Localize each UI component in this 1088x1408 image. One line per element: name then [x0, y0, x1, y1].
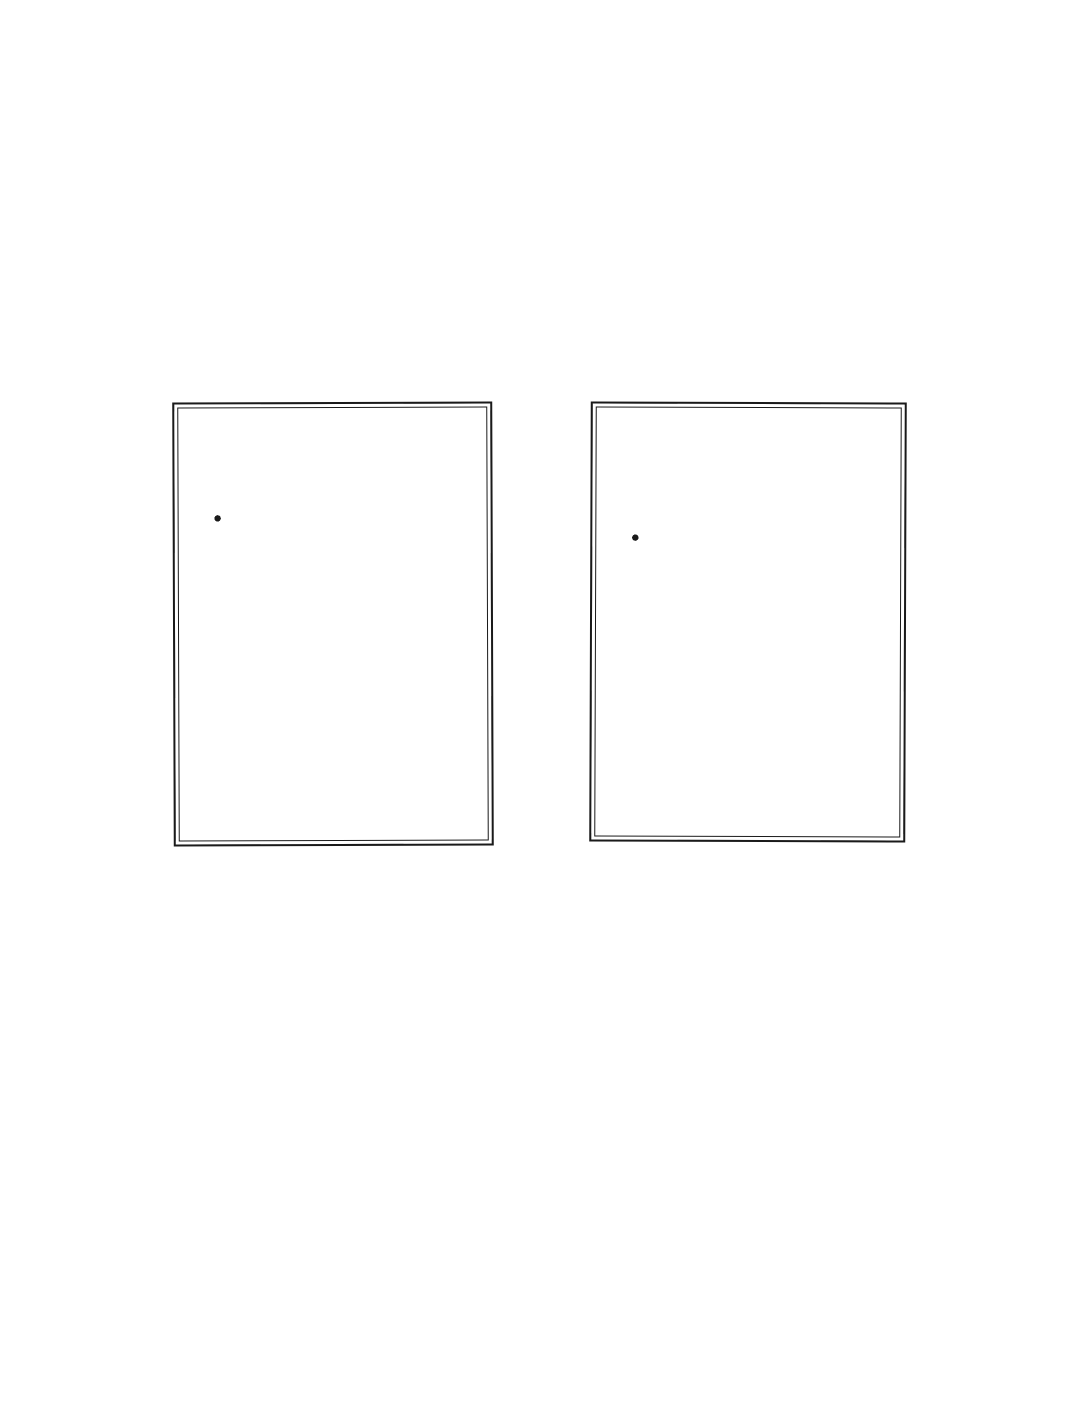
supplies-box: [172, 401, 494, 846]
list-item: [632, 524, 892, 525]
supplies-list: [215, 503, 485, 504]
pencil-border-top: [28, 28, 1064, 158]
list-item: [215, 503, 485, 504]
supplies-intro: [190, 431, 486, 432]
list-item: [215, 503, 485, 504]
list-item: [215, 503, 485, 504]
list-item: [215, 503, 485, 504]
list-item: [215, 503, 485, 504]
list-item: [215, 503, 485, 504]
list-item: [215, 503, 485, 504]
list-item: [632, 524, 892, 525]
list-item: [215, 503, 485, 504]
list-item: [632, 524, 892, 525]
list-item: [215, 503, 485, 504]
list-item: [632, 524, 892, 525]
back-to-school-banner: [26, 1200, 1066, 1400]
donations-list: [632, 524, 892, 525]
donations-intro: [607, 430, 897, 431]
list-item: [632, 524, 892, 525]
list-item: [632, 524, 892, 525]
list-item: [632, 524, 892, 525]
list-item: [632, 524, 892, 525]
donations-box: [589, 401, 907, 842]
